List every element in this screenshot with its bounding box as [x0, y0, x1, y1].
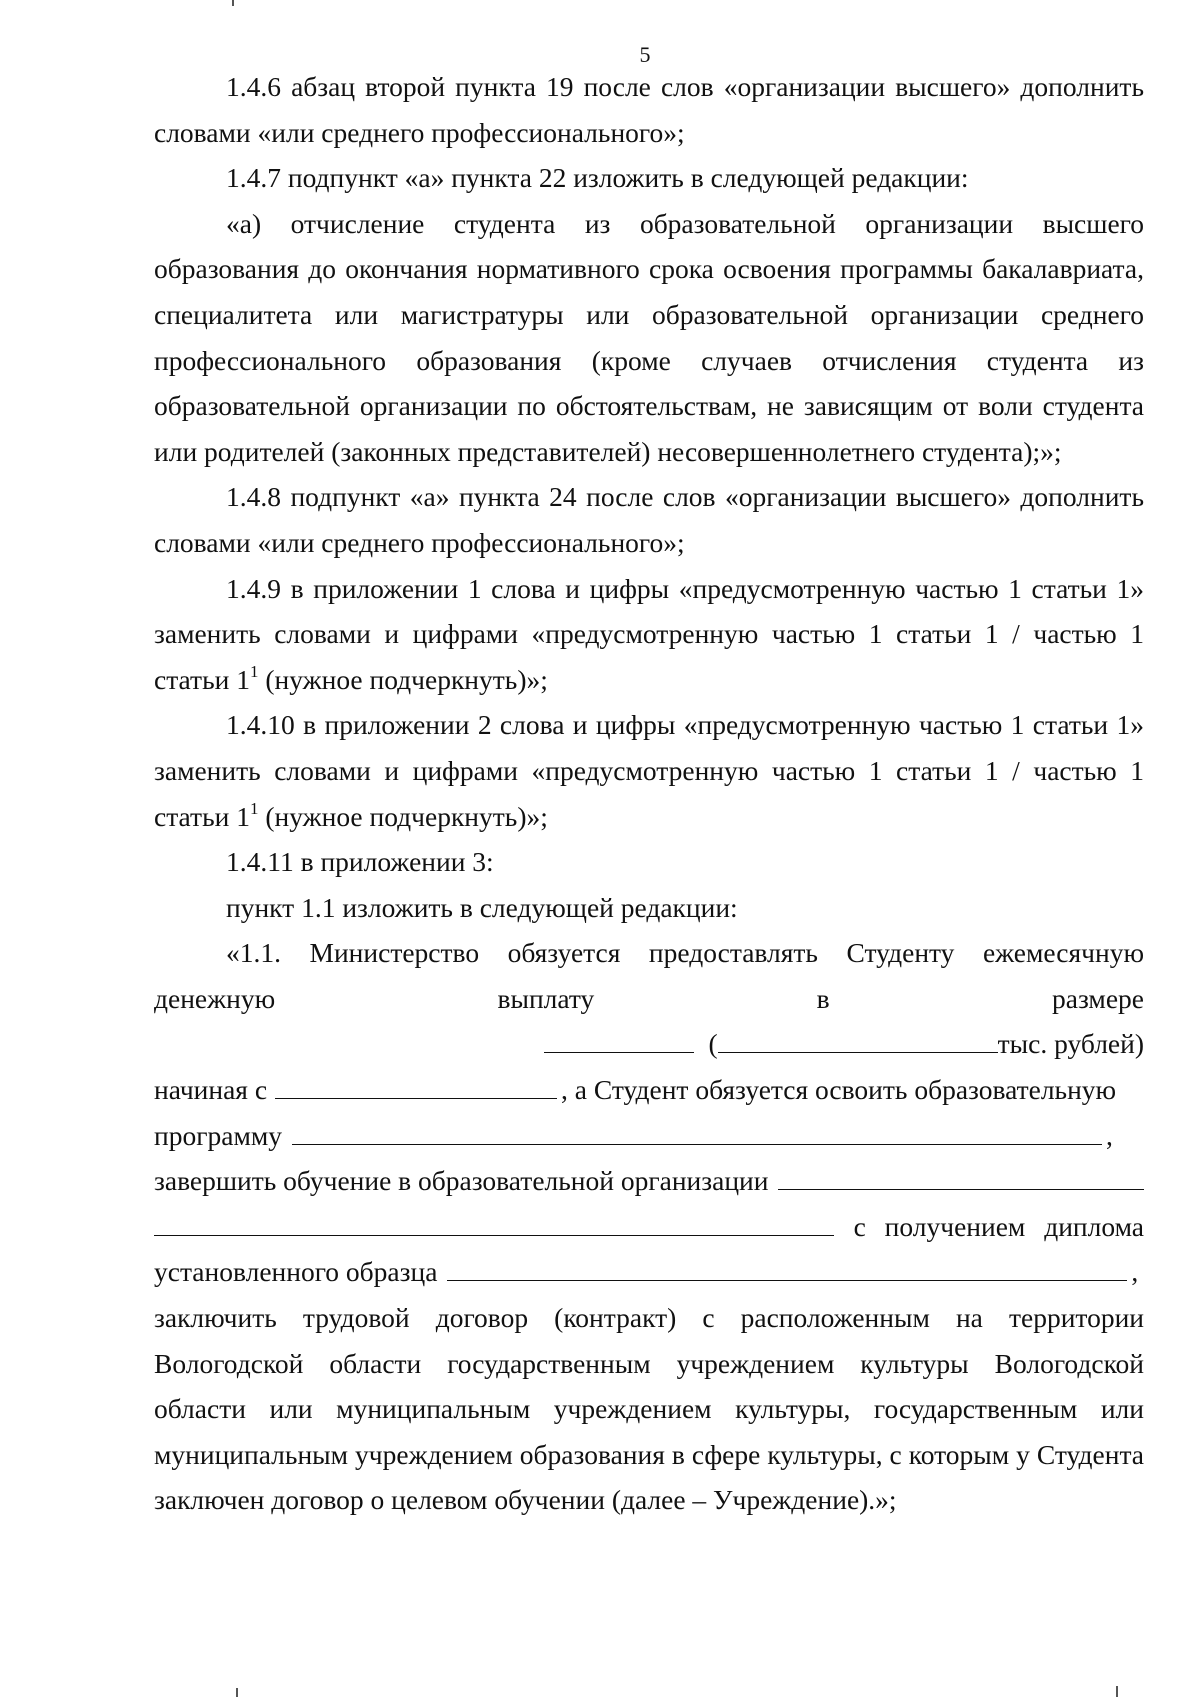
- employment-contract-text: заключить трудовой договор (контракт) с расположенным на территории Вологодской области государственным учреждением культуры Вологодской области или муниципальным учреждением культуры, государственным или муниципальным учреждением образования в сфере культуры, с которым у Студента заключен договор о целевом обучении (далее – Учреждение).»;: [154, 1302, 1144, 1516]
- paragraph-1-4-11: 1.4.11 в приложении 3:: [226, 846, 494, 878]
- sample-comma: ,: [1131, 1256, 1139, 1288]
- diploma-label: с получением диплома: [853, 1210, 1144, 1242]
- paragraph-1-4-9: [154, 566, 1144, 703]
- form-line-diploma: [154, 1204, 1144, 1250]
- payment-text: «1.1. Министерство обязуется предоставлять Студенту ежемесячную денежную выплату в размере: [154, 937, 1144, 1014]
- paragraph-item-1-1-intro: пункт 1.1 изложить в следующей редакции:: [226, 891, 738, 923]
- paragraph-1-4-9-text: 1.4.9 в приложении 1 слова и цифры «предусмотренную частью 1 статьи 1» заменить словами и цифрами «предусмотренную частью 1 статьи 1 / частью 1 статьи 1: [154, 572, 1144, 695]
- sample-label: установленного образца: [154, 1256, 438, 1288]
- finish-label: завершить обучение в образовательной организации: [154, 1165, 769, 1197]
- superscript-one: 1: [249, 798, 259, 818]
- scan-mark-bottom-left: [236, 1688, 238, 1697]
- thousand-rubles-label: тыс. рублей): [997, 1028, 1144, 1060]
- paragraph-1-4-10-text: 1.4.10 в приложении 2 слова и цифры «предусмотренную частью 1 статьи 1» заменить словами и цифрами «предусмотренную частью 1 статьи 1 / частью 1 статьи 1: [154, 709, 1144, 832]
- paragraph-1-4-10-tail: (нужное подчеркнуть)»;: [258, 800, 548, 832]
- form-line-sample: [154, 1249, 1144, 1295]
- superscript-one: 1: [249, 661, 259, 681]
- amount-blank[interactable]: [544, 1030, 694, 1053]
- start-date-blank[interactable]: [275, 1076, 557, 1099]
- document-body: [154, 64, 1144, 1523]
- paragraph-1-4-7-quote: «а) отчисление студента из образовательной организации высшего образования до окончания нормативного срока освоения программы бакалавриата, специалитета или магистратуры или образовательной организации среднего профессионального образования (кроме случаев отчисления студента из образовательной организации по обстоятельствам, не зависящим от воли студента или родителей (законных представителей) несовершеннолетнего студента);»;: [154, 207, 1144, 467]
- start-label: начиная с: [154, 1074, 268, 1106]
- form-line-start-date: [154, 1067, 1144, 1113]
- program-label: программу: [154, 1119, 283, 1151]
- form-line-amount: [154, 1021, 1144, 1067]
- program-blank[interactable]: [292, 1122, 1102, 1145]
- scan-mark-top: [232, 0, 234, 6]
- program-comma: ,: [1106, 1119, 1113, 1151]
- form-line-program: [154, 1113, 1144, 1159]
- form-line-payment: [154, 930, 1144, 1014]
- amount-words-blank[interactable]: [718, 1030, 998, 1053]
- form-line-organization: [154, 1158, 1144, 1204]
- paren-open: (: [708, 1028, 718, 1060]
- paragraph-1-4-7: 1.4.7 подпункт «а» пункта 22 изложить в следующей редакции:: [226, 162, 969, 194]
- scan-mark-bottom-right: [1116, 1686, 1118, 1697]
- paragraph-1-4-10: [154, 702, 1144, 839]
- page-number: 5: [639, 42, 651, 67]
- organization-blank[interactable]: [778, 1167, 1144, 1190]
- paragraph-1-4-8: 1.4.8 подпункт «а» пункта 24 после слов «организации высшего» дополнить словами «или среднего профессионального»;: [154, 481, 1144, 558]
- start-line-end: , а Студент обязуется освоить образовательную: [561, 1074, 1117, 1106]
- paragraph-1-1-form: [154, 930, 1144, 1523]
- organization-blank-continued[interactable]: [154, 1213, 834, 1236]
- paragraph-1-4-9-tail: (нужное подчеркнуть)»;: [258, 663, 548, 695]
- sample-blank[interactable]: [447, 1258, 1127, 1281]
- paragraph-1-4-6: 1.4.6 абзац второй пункта 19 после слов «организации высшего» дополнить словами «или среднего профессионального»;: [154, 71, 1144, 148]
